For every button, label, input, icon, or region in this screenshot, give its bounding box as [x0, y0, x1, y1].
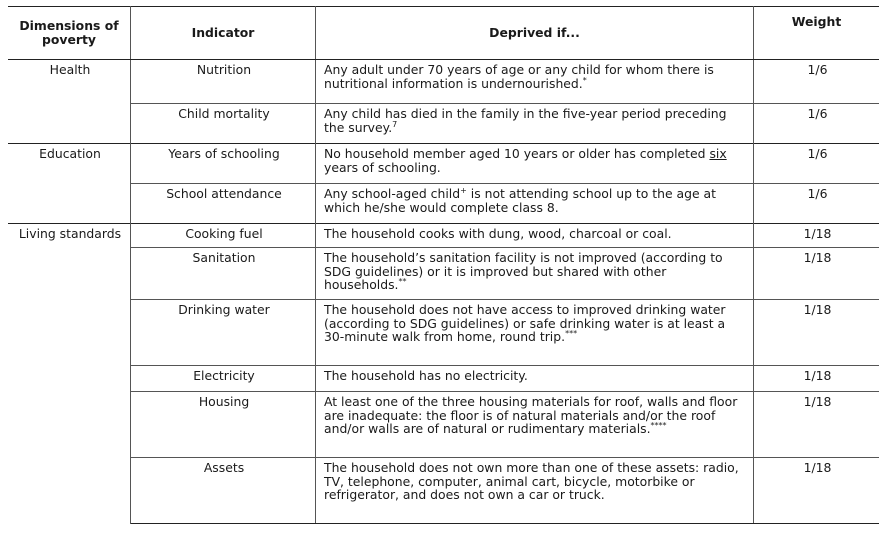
- weight-cell: 1/6: [754, 60, 879, 104]
- indicator-electricity: Electricity: [131, 366, 316, 392]
- indicator-nutrition: Nutrition: [131, 60, 316, 104]
- deprived-if-cell: The household does not own more than one of these assets: radio, TV, telephone, computer, animal cart, bicycle, motorbike or refrigerator, and does not own a car or truck.: [316, 458, 754, 524]
- table-row: [8, 366, 879, 392]
- indicator-assets: Assets: [131, 458, 316, 524]
- deprived-if-cell: Any child has died in the family in the five-year period preceding the survey.$^7$: [316, 104, 754, 144]
- indicator-child-mortality: Child mortality: [131, 104, 316, 144]
- deprived-if-cell: Any school-aged child+ is not attending school up to the age at which he/she would complete class 8.: [316, 184, 754, 224]
- table-row: [8, 104, 879, 144]
- indicator-drinking-water: Drinking water: [131, 300, 316, 366]
- header-weight: Weight: [754, 7, 879, 60]
- footnote-mark: 7: [392, 119, 398, 129]
- indicator-cooking-fuel: Cooking fuel: [131, 224, 316, 248]
- deprived-if-cell: The household has no electricity.: [316, 366, 754, 392]
- weight-cell: 1/18: [754, 300, 879, 366]
- weight-cell: 1/18: [754, 366, 879, 392]
- dimension-living-standards: Living standards: [8, 224, 131, 524]
- indicator-school-attendance: School attendance: [131, 184, 316, 224]
- table-row: [8, 458, 879, 524]
- weight-cell: 1/18: [754, 392, 879, 458]
- footnote-mark: **: [398, 277, 407, 287]
- header-deprived-if: Deprived if...: [316, 7, 754, 60]
- table-row: [8, 300, 879, 366]
- indicator-housing: Housing: [131, 392, 316, 458]
- weight-cell: 1/6: [754, 104, 879, 144]
- table-header-row: [8, 7, 879, 60]
- footnote-mark: ****: [650, 421, 667, 431]
- footnote-mark: ***: [565, 329, 578, 339]
- weight-cell: 1/6: [754, 144, 879, 184]
- deprived-if-cell: No household member aged 10 years or older has completed six years of schooling.: [316, 144, 754, 184]
- footnote-mark: +: [460, 185, 467, 195]
- table-row: [8, 248, 879, 300]
- indicator-years-of-schooling: Years of schooling: [131, 144, 316, 184]
- weight-cell: 1/6: [754, 184, 879, 224]
- footnote-mark: *: [582, 75, 587, 85]
- weight-cell: 1/18: [754, 248, 879, 300]
- weight-cell: 1/18: [754, 458, 879, 524]
- table-row: [8, 224, 879, 248]
- dimension-education: Education: [8, 144, 131, 224]
- dimension-health: Health: [8, 60, 131, 144]
- table-row: [8, 184, 879, 224]
- weight-cell: 1/18: [754, 224, 879, 248]
- deprived-if-cell: The household’s sanitation facility is not improved (according to SDG guidelines) or it is improved but shared with other households.**: [316, 248, 754, 300]
- header-indicator: Indicator: [131, 7, 316, 60]
- table-row: [8, 144, 879, 184]
- deprived-if-cell: The household does not have access to improved drinking water (according to SDG guidelines) or safe drinking water is at least a 30-minute walk from home, round trip.***: [316, 300, 754, 366]
- header-dimensions: Dimensions of poverty: [8, 7, 131, 60]
- table-row: [8, 392, 879, 458]
- indicator-sanitation: Sanitation: [131, 248, 316, 300]
- deprived-if-cell: Any adult under 70 years of age or any child for whom there is nutritional information is undernourished.*: [316, 60, 754, 104]
- table-row: [8, 60, 879, 104]
- poverty-indicators-table: [8, 6, 879, 524]
- deprived-if-cell: The household cooks with dung, wood, charcoal or coal.: [316, 224, 754, 248]
- deprived-if-cell: At least one of the three housing materials for roof, walls and floor are inadequate: the floor is of natural materials and/or the roof and/or walls are of natural or rudimentary materials.****: [316, 392, 754, 458]
